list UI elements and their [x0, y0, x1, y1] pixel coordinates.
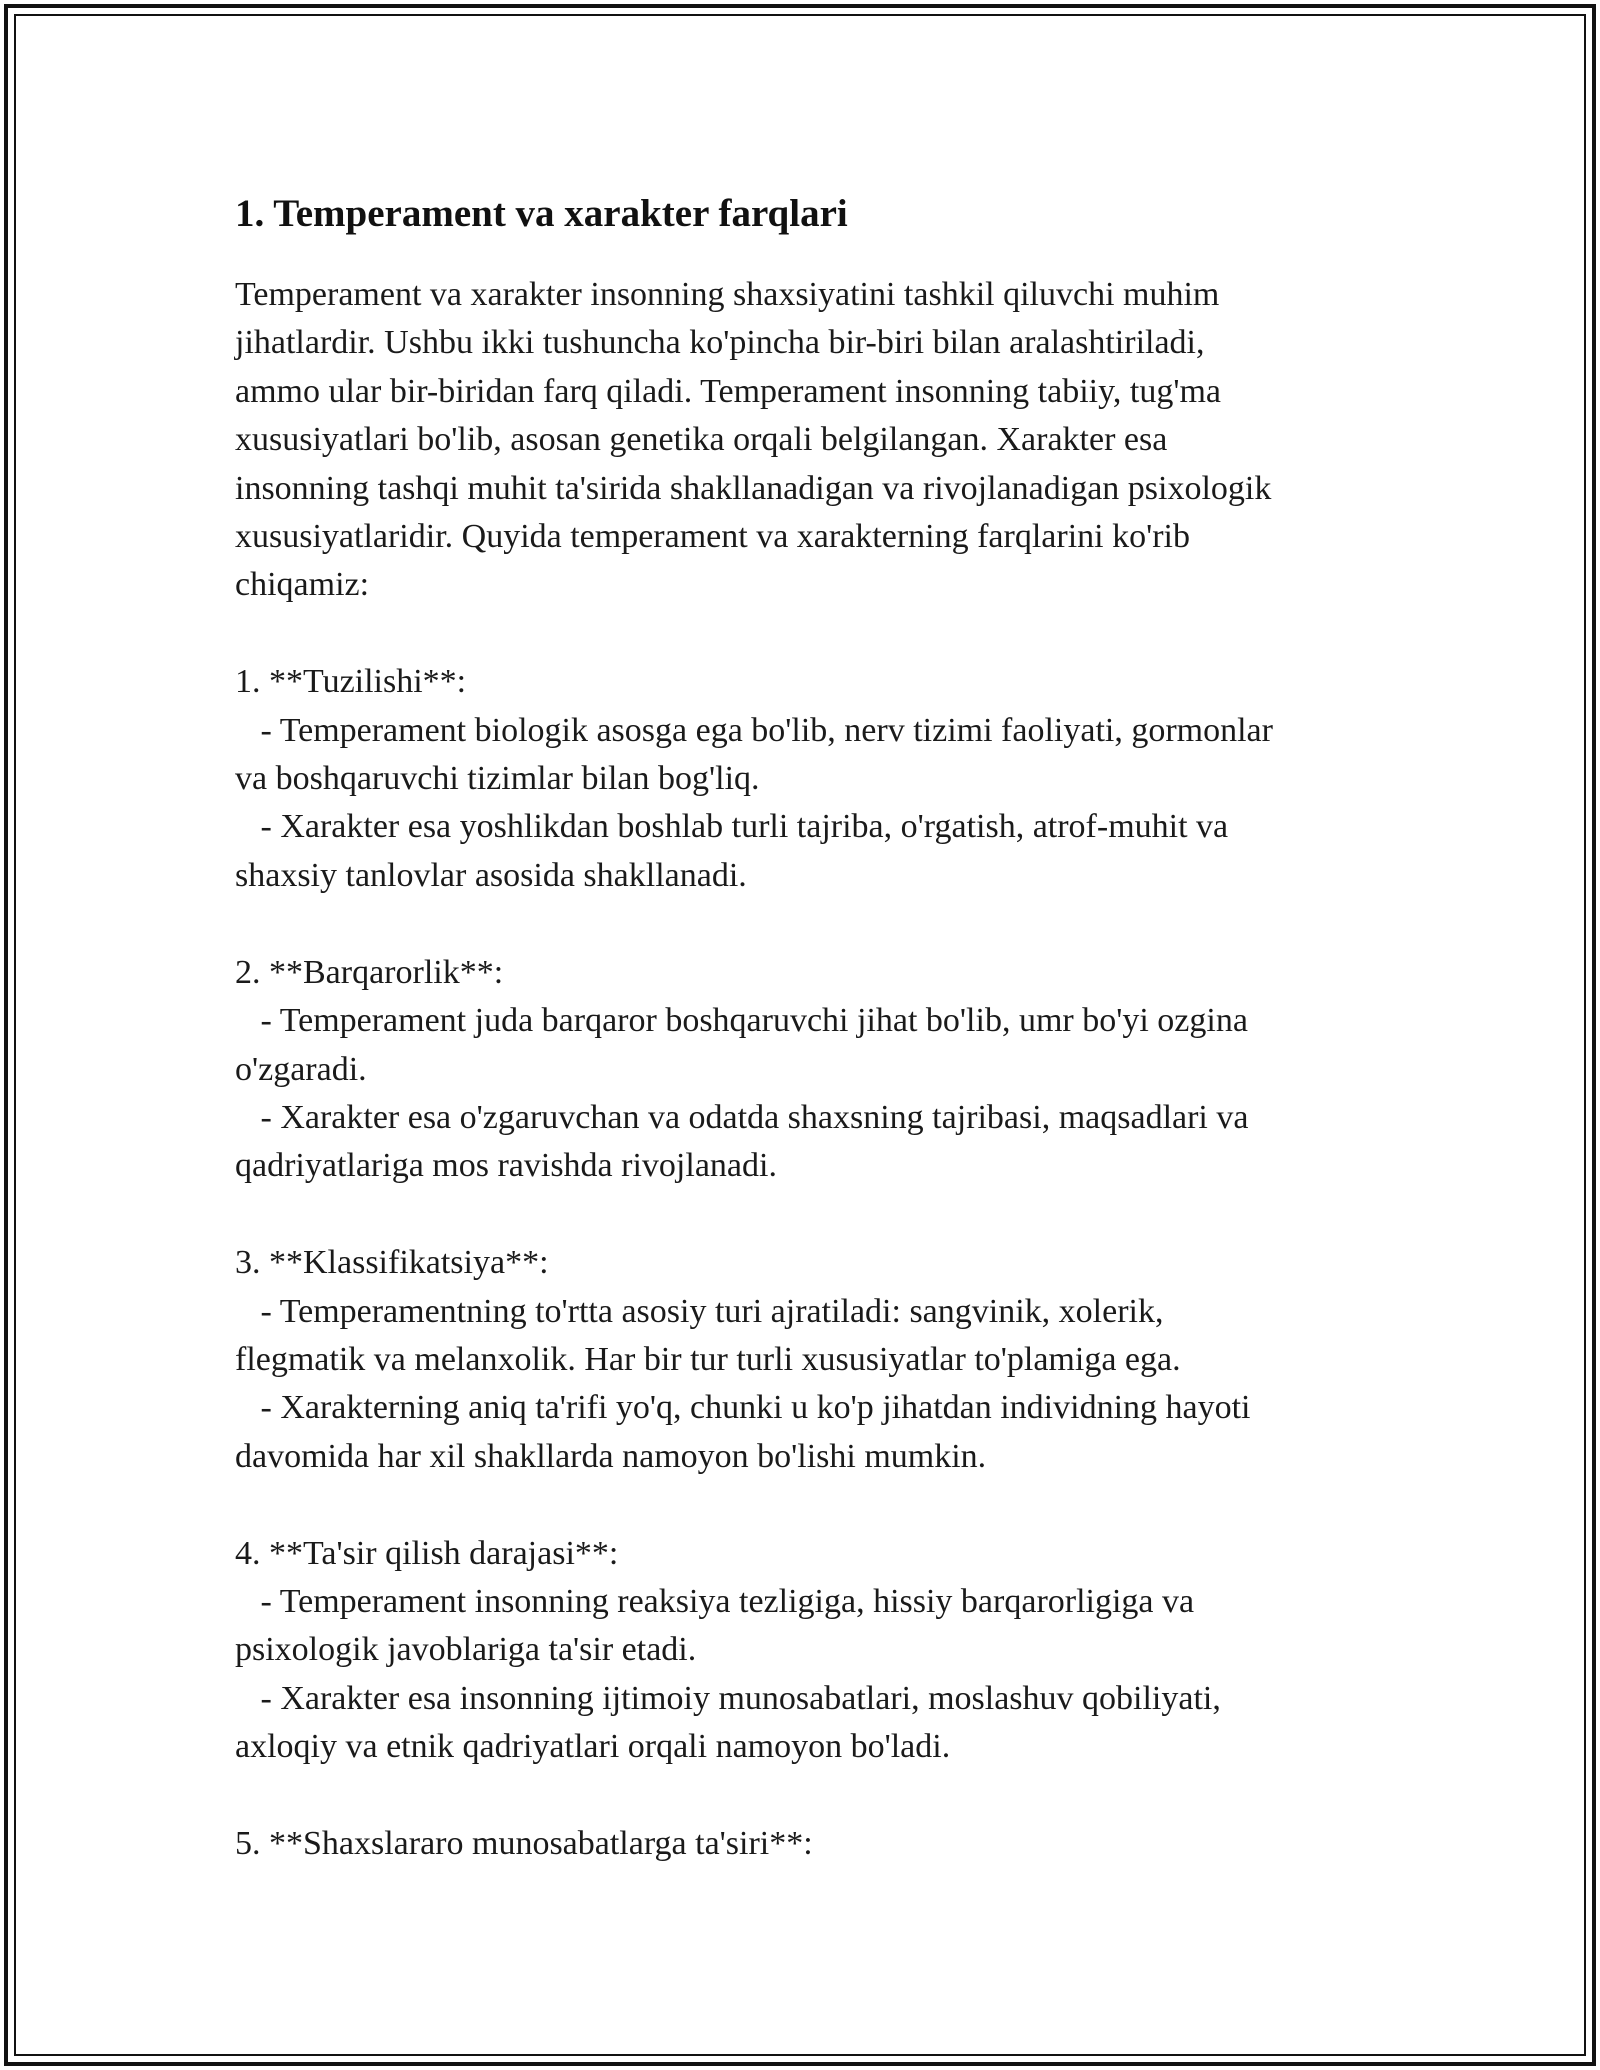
section-body-structure: - Temperament biologik asosga ega bo'lib, nerv tizimi faoliyati, gormonlar va boshqaruvchi tizimlar bilan bog'liq. - Xarakter esa yoshlikdan boshlab turli tajriba, o'rgatish, atrof-muhit va shaxsiy tanlovlar asosida shakllanadi.	[235, 711, 1273, 894]
intro-paragraph: Temperament va xarakter insonning shaxsiyatini tashkil qiluvchi muhim jihatlardir. Ushbu ikki tushuncha ko'pincha bir-biri bilan aralashtiriladi, ammo ular bir-biridan farq qiladi. Temperament insonning tabiiy, tug'ma xususiyatlari bo'lib, asosan genetika orqali belgilangan. Xarakter esa insonning tashqi muhit ta'sirida shakllanadigan va rivojlanadigan psixologik xususiyatlaridir. Quyida temperament va xarakterning farqlarini ko'rib chiqamiz:	[235, 276, 1272, 604]
section-body-classification: - Temperamentning to'rtta asosiy turi ajratiladi: sangvinik, xolerik, flegmatik va melanxolik. Har bir tur turli xususiyatlar to'plamiga ega. - Xarakterning aniq ta'rifi yo'q, chunki u ko'p jihatdan individning hayoti davomida har xil shakllarda namoyon bo'lishi mumkin.	[235, 1292, 1251, 1475]
blank-line	[235, 1191, 1385, 1239]
section-title-influence: 4. **Ta'sir qilish darajasi**:	[235, 1534, 619, 1572]
blank-line	[235, 900, 1385, 948]
blank-line	[235, 1481, 1385, 1529]
section-title-classification: 3. **Klassifikatsiya**:	[235, 1244, 549, 1282]
blank-line	[235, 610, 1385, 658]
section-title-stability: 2. **Barqarorlik**:	[235, 953, 504, 991]
section-title-structure: 1. **Tuzilishi**:	[235, 663, 467, 701]
document-heading: 1. Temperament va xarakter farqlari	[235, 192, 848, 235]
section-title-interpersonal: 5. **Shaxslararo munosabatlarga ta'siri**:	[235, 1825, 813, 1862]
blank-line	[235, 1772, 1385, 1820]
section-body-influence: - Temperament insonning reaksiya tezligiga, hissiy barqarorligiga va psixologik javoblariga ta'sir etadi. - Xarakter esa insonning ijtimoiy munosabatlari, moslashuv qobiliyati, axloqiy va etnik qadriyatlari orqali namoyon bo'ladi.	[235, 1582, 1221, 1766]
document-body	[235, 185, 1385, 1868]
section-body-stability: - Temperament juda barqaror boshqaruvchi jihat bo'lib, umr bo'yi ozgina o'zgaradi. - Xarakter esa o'zgaruvchan va odatda shaxsning tajribasi, maqsadlari va qadriyatlariga mos ravishda rivojlanadi.	[235, 1002, 1249, 1185]
